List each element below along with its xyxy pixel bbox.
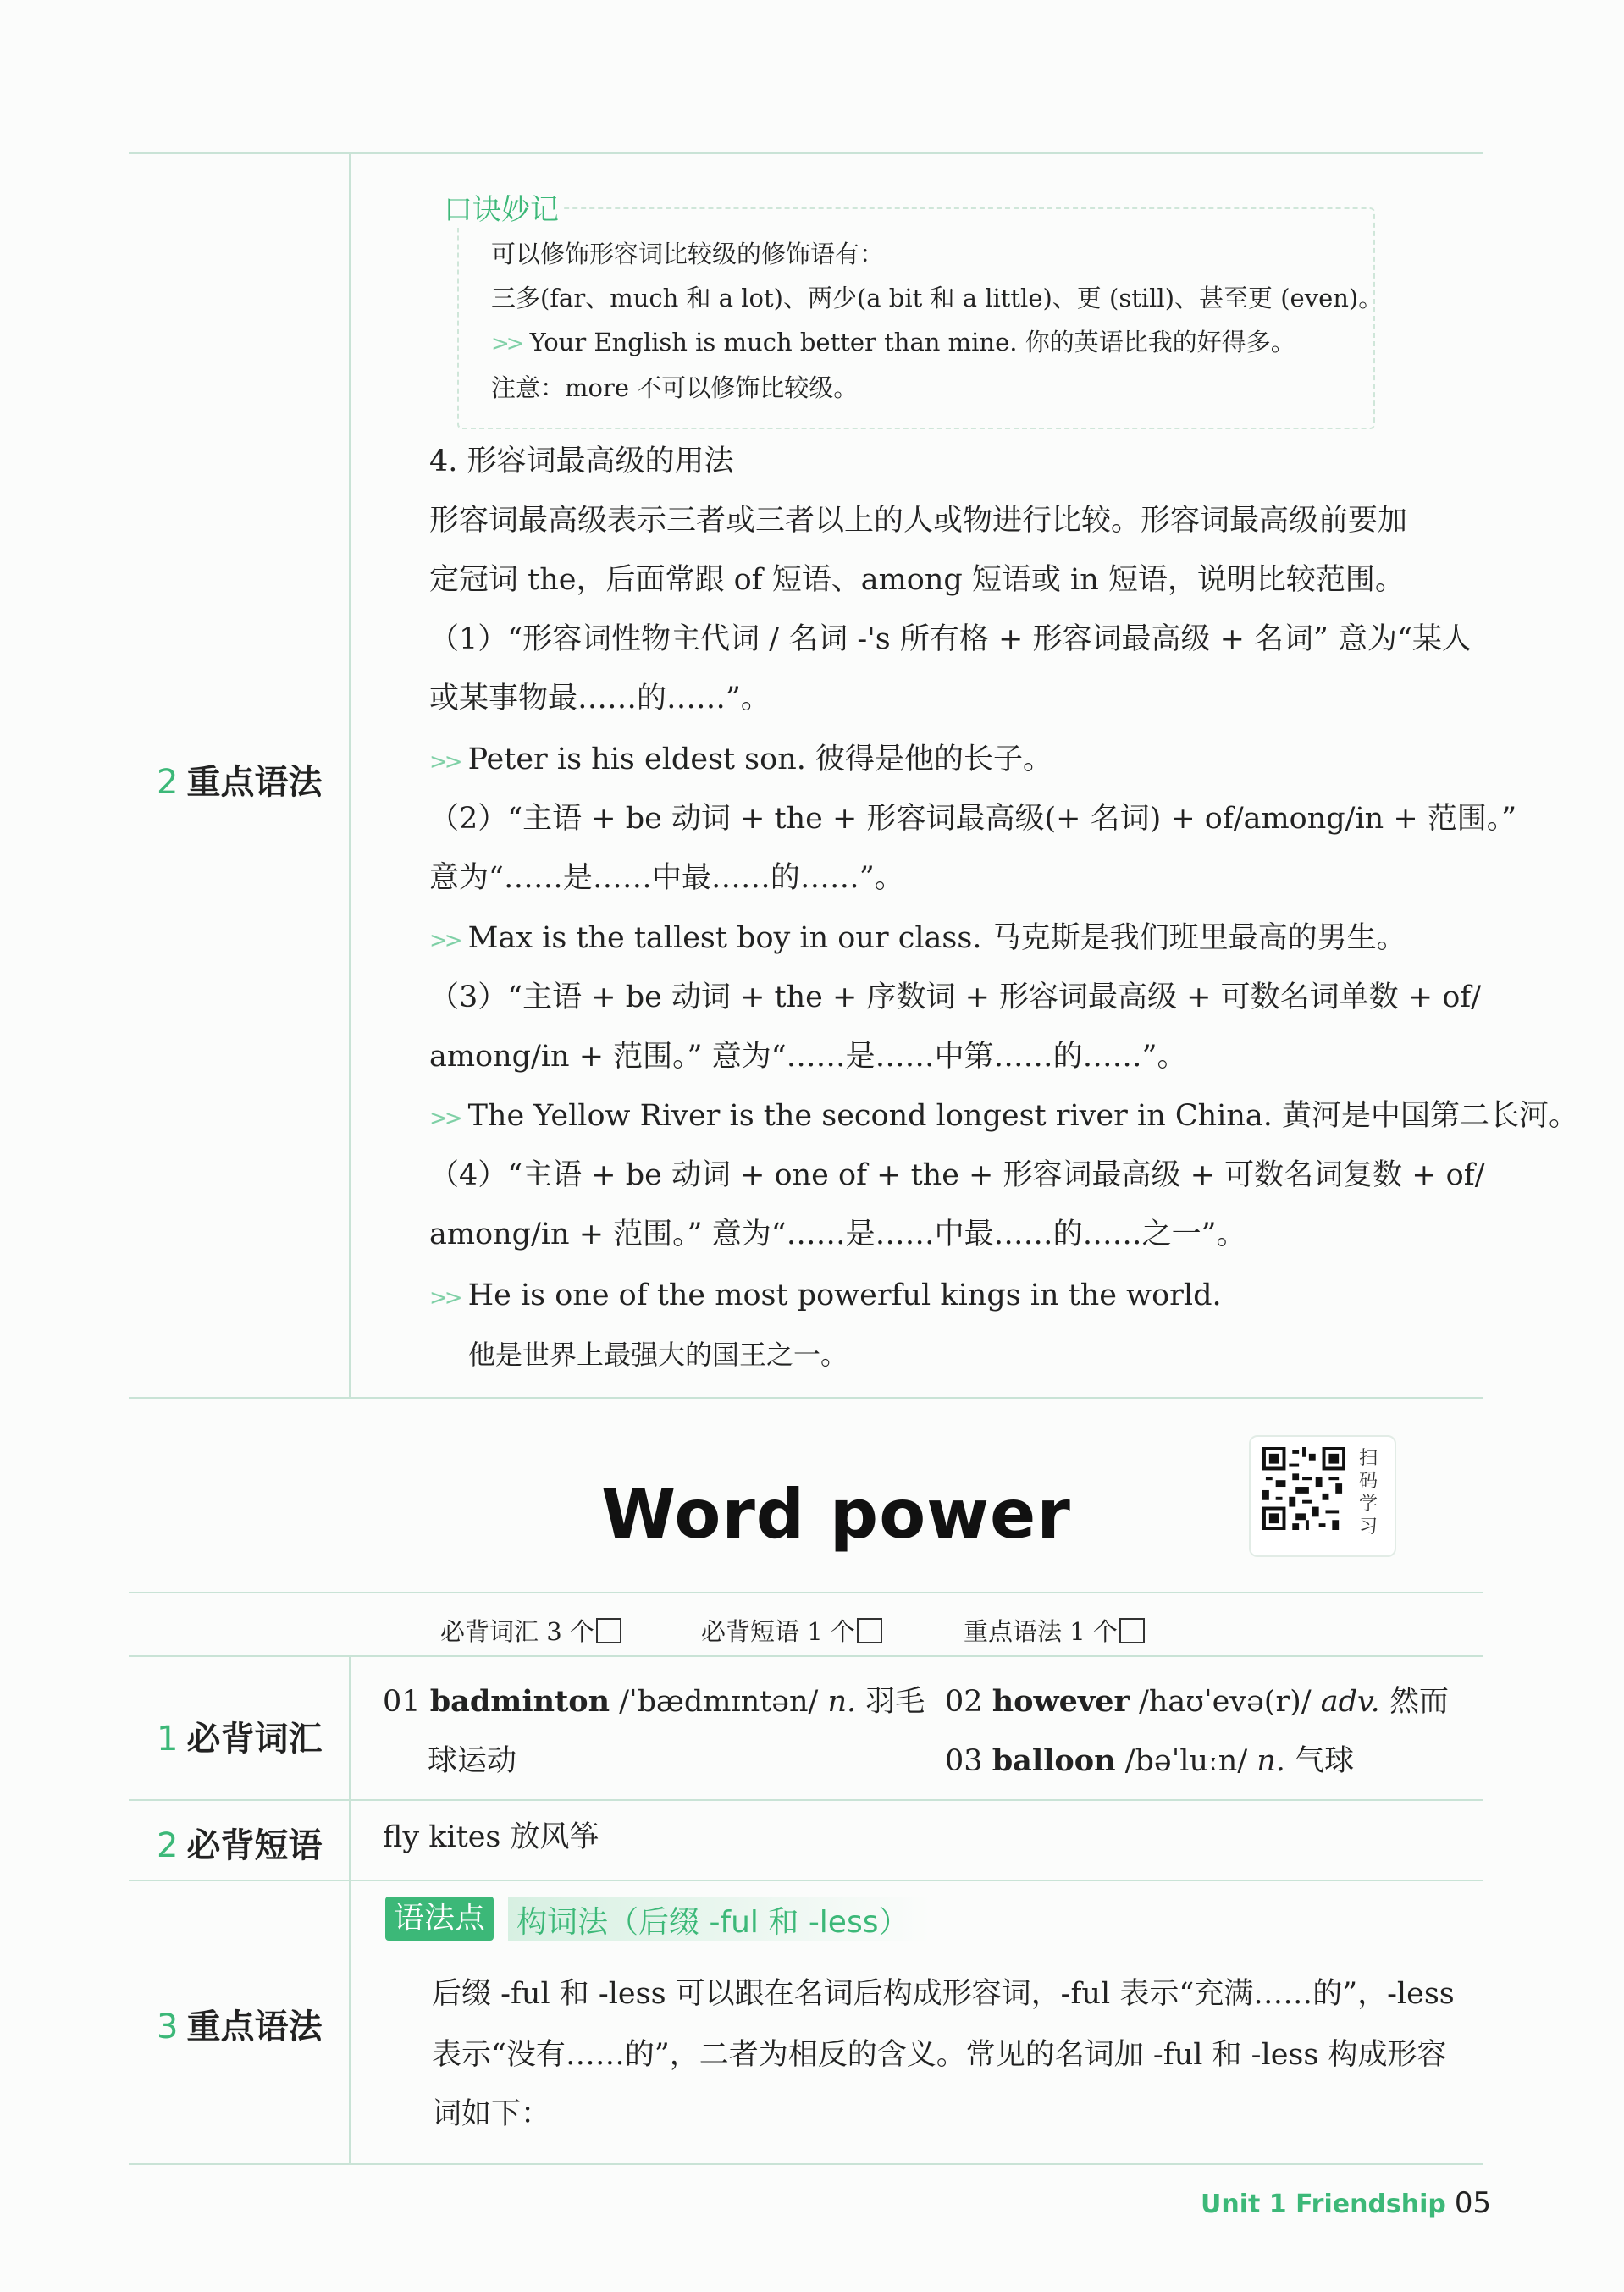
qr-code-icon [1262, 1447, 1345, 1530]
grammar-example-4-translation: 他是世界上最强大的国王之一。 [468, 1339, 848, 1371]
grammar-example-1: >> Peter is his eldest son. 彼得是他的长子。 [429, 743, 1053, 776]
summary-bottom-divider [129, 1655, 1483, 1657]
example-arrow-icon: >> [429, 928, 460, 953]
wp-grammar-line-2: 表示“没有……的”，二者为相反的含义。常见的名词加 -ful 和 -less 构成形容 [432, 2038, 1447, 2072]
word-power-title: Word power [601, 1475, 1071, 1554]
summary-vocab-count: 必背词汇 3 个 [440, 1613, 621, 1648]
section-label-vocab: 1 必背词汇 [157, 1720, 323, 1759]
grammar-intro-1: 形容词最高级表示三者或三者以上的人或物进行比较。形容词最高级前要加 [429, 504, 1408, 538]
grammar-example-4: >> He is one of the most powerful kings in the world. [429, 1279, 1222, 1312]
page-footer [1201, 2186, 1491, 2220]
section-label-grammar: 2 重点语法 [157, 763, 323, 802]
tip-example: >> Your English is much better than mine. 你的英语比我的好得多。 [491, 328, 1295, 356]
grammar-rule-2a: （2）“主语 + be 动词 + the + 形容词最高级(+ 名词) + of/among/in + 范围。” [429, 802, 1517, 836]
vocab-item-3: 03 balloon /bəˈluːn/ n. 气球 [945, 1743, 1355, 1778]
grammar-point-title: 构词法（后缀 -ful 和 -less） [516, 1905, 909, 1940]
tip-line-1: 可以修饰形容词比较级的修饰语有： [491, 240, 885, 268]
wordpower-column-divider [349, 1655, 351, 2163]
grammar-rule-4b: among/in + 范围。” 意为“……是……中最……的……之一”。 [429, 1218, 1246, 1251]
grammar-bottom-divider [129, 1397, 1483, 1399]
phrases-bottom-divider [129, 1880, 1483, 1881]
tip-note: 注意：more 不可以修饰比较级。 [491, 373, 859, 402]
tip-line-2: 三多(far、much 和 a lot)、两少(a bit 和 a little)、更 (still)、甚至更 (even)。 [491, 284, 1384, 312]
grammar-rule-3a: （3）“主语 + be 动词 + the + 序数词 + 形容词最高级 + 可数名词单数 + of/ [429, 980, 1482, 1014]
page-number: 05 [1454, 2186, 1492, 2220]
top-divider [129, 152, 1483, 154]
grammar-intro-2: 定冠词 the，后面常跟 of 短语、among 短语或 in 短语，说明比较范围。 [429, 563, 1405, 597]
grammar-heading: 4. 形容词最高级的用法 [429, 445, 734, 478]
checkbox-vocab[interactable] [596, 1618, 621, 1643]
section-label-wp-grammar: 3 重点语法 [157, 2008, 323, 2046]
grammar-rule-1a: （1）“形容词性物主代词 / 名词 -'s 所有格 + 形容词最高级 + 名词” 意为“某人 [429, 622, 1472, 656]
grammar-rule-3b: among/in + 范围。” 意为“……是……中第……的……”。 [429, 1040, 1187, 1074]
wp-grammar-line-1: 后缀 -ful 和 -less 可以跟在名词后构成形容词，-ful 表示“充满……的”，-less [432, 1977, 1455, 2011]
summary-grammar-count: 重点语法 1 个 [964, 1613, 1145, 1648]
section-label-phrases: 2 必背短语 [157, 1826, 323, 1865]
example-arrow-icon: >> [429, 749, 460, 775]
grammar-point-badge: 语法点 [385, 1897, 494, 1941]
grammar-rule-2b: 意为“……是……中最……的……”。 [429, 861, 904, 895]
vocab-item-2: 02 however /haʊˈevə(r)/ adv. 然而 [945, 1684, 1449, 1719]
example-arrow-icon: >> [429, 1285, 460, 1311]
grammar-column-divider [349, 152, 351, 1397]
checkbox-phrases[interactable] [857, 1618, 882, 1643]
tip-title: 口诀妙记 [439, 186, 564, 228]
vocab-item-1: 01 badminton /ˈbædmɪntən/ n. 羽毛 [383, 1684, 925, 1719]
wp-grammar-line-3: 词如下： [432, 2097, 551, 2131]
grammar-rule-1b: 或某事物最……的……”。 [429, 682, 771, 715]
grammar-example-2: >> Max is the tallest boy in our class. 马克斯是我们班里最高的男生。 [429, 921, 1406, 955]
wp-bottom-divider [129, 2163, 1483, 2165]
qr-code-card[interactable] [1249, 1435, 1396, 1557]
vocab-bottom-divider [129, 1799, 1483, 1801]
example-arrow-icon: >> [491, 331, 522, 356]
grammar-example-3: >> The Yellow River is the second longest river in China. 黄河是中国第二长河。 [429, 1099, 1579, 1133]
checkbox-grammar[interactable] [1119, 1618, 1145, 1643]
grammar-rule-4a: （4）“主语 + be 动词 + one of + the + 形容词最高级 + 可数名词复数 + of/ [429, 1158, 1485, 1192]
summary-phrases-count: 必背短语 1 个 [701, 1613, 882, 1648]
footer-unit: Unit 1 Friendship [1201, 2190, 1446, 2219]
phrase-item: fly kites 放风筝 [383, 1820, 599, 1854]
vocab-item-1-meaning-cont: 球运动 [428, 1744, 517, 1778]
qr-label: 扫码学习 [1359, 1448, 1378, 1538]
example-arrow-icon: >> [429, 1106, 460, 1131]
summary-top-divider [129, 1592, 1483, 1593]
